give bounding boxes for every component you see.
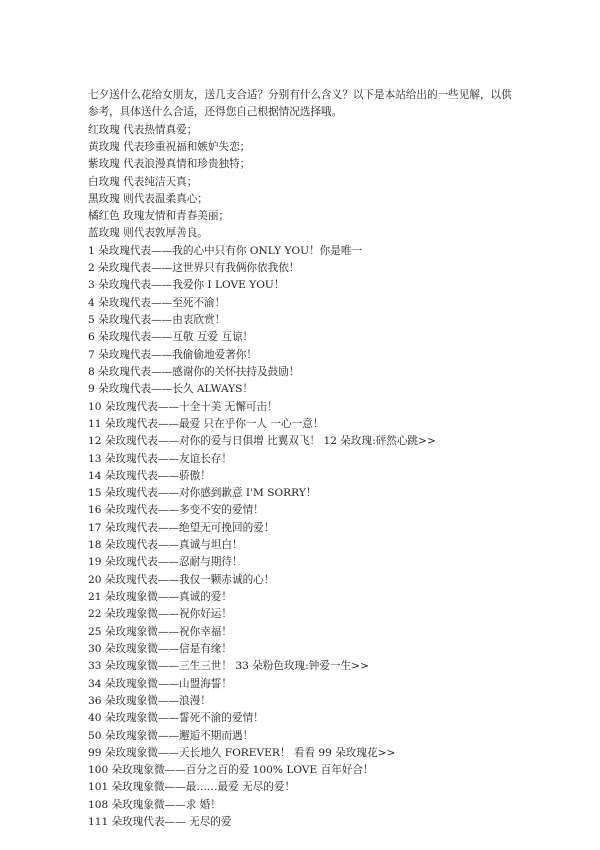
count-meaning-line: 101 朵玫瑰象微——最……最爱 无尽的爱！ [88, 781, 296, 794]
color-meaning-line: 橘红色 玫瑰友情和青春美丽； [88, 210, 230, 223]
count-meaning-line: 11 朵玫瑰代表——最爱 只在乎你一人 一心一意！ [88, 417, 324, 430]
color-meaning-line: 黄玫瑰 代表珍重祝福和嫉妒失恋； [88, 140, 251, 153]
count-meaning-line: 18 朵玫瑰代表——真诚与坦白！ [88, 539, 243, 552]
intro-paragraph: 七夕送什么花给女朋友，送几支合适？分别有什么含义？以下是本站给出的一些见解，以供参考，具体送什么合适，还得您自己根据情况选择哦。 [88, 89, 512, 119]
count-meaning-line: 17 朵玫瑰代表——绝望无可挽回的爱！ [88, 521, 275, 534]
count-meaning-line: 7 朵玫瑰代表——我偷偷地爱著你！ [88, 348, 258, 361]
count-meaning-line: 30 朵玫瑰象微——信是有缘！ [88, 642, 232, 655]
color-meaning-line: 紫玫瑰 代表浪漫真情和珍贵独特； [88, 158, 251, 171]
count-meaning-line: 13 朵玫瑰代表——友谊长存！ [88, 452, 232, 465]
count-meaning-line: 15 朵玫瑰代表——对你感到歉意 I'M SORRY！ [88, 487, 317, 500]
count-meaning-line: 16 朵玫瑰代表——多变不安的爱情！ [88, 504, 264, 517]
count-meaning-line: 1 朵玫瑰代表——我的心中只有你 ONLY YOU！你是唯一 [88, 244, 363, 257]
count-meaning-line: 33 朵玫瑰象微——三生三世！ 33 朵粉色玫瑰:钟爱一生>> [88, 660, 369, 673]
count-meaning-line: 111 朵玫瑰代表—— 无尽的爱 [88, 816, 232, 829]
color-meaning-line: 蓝玫瑰 则代表敦厚善良。 [88, 227, 208, 240]
count-meaning-line: 4 朵玫瑰代表——至死不渝！ [88, 296, 226, 309]
color-meaning-line: 白玫瑰 代表纯洁天真； [88, 175, 198, 188]
count-meaning-line: 108 朵玫瑰象微——求 婚！ [88, 798, 221, 811]
count-meaning-line: 50 朵玫瑰象微——邂逅不期而遇！ [88, 729, 254, 742]
count-meaning-line: 8 朵玫瑰代表——感谢你的关怀扶持及鼓励！ [88, 365, 300, 378]
count-meaning-line: 14 朵玫瑰代表——骄傲！ [88, 469, 211, 482]
count-meaning-line: 5 朵玫瑰代表——由衷欣赏！ [88, 314, 226, 327]
color-meaning-list [88, 122, 520, 243]
count-meaning-line: 99 朵玫瑰象微——天长地久 FOREVER！ 看看 99 朵玫瑰花>> [88, 746, 396, 759]
count-meaning-line: 3 朵玫瑰代表——我爱你 I LOVE YOU！ [88, 279, 285, 292]
count-meaning-line: 20 朵玫瑰代表——我仅一颗赤诚的心！ [88, 573, 275, 586]
count-meaning-line: 100 朵玫瑰象微——百分之百的爱 100% LOVE 百年好合！ [88, 764, 374, 777]
count-meaning-line: 40 朵玫瑰象微——誓死不渝的爱情！ [88, 712, 264, 725]
count-meaning-line: 10 朵玫瑰代表——十全十美 无懈可击！ [88, 400, 278, 413]
count-meaning-line: 34 朵玫瑰象微——山盟海誓！ [88, 677, 232, 690]
document-page [88, 87, 520, 831]
count-meaning-line: 19 朵玫瑰代表——忍耐与期待！ [88, 556, 243, 569]
count-meaning-line: 21 朵玫瑰象微——真诚的爱！ [88, 591, 232, 604]
count-meaning-line: 9 朵玫瑰代表——长久 ALWAYS！ [88, 383, 254, 396]
count-meaning-line: 25 朵玫瑰象微——祝你幸福！ [88, 625, 232, 638]
count-meaning-line: 2 朵玫瑰代表——这世界只有我俩你依我依！ [88, 262, 300, 275]
count-meaning-line: 6 朵玫瑰代表——互敬 互爱 互谅！ [88, 331, 254, 344]
count-meaning-list [88, 243, 520, 832]
color-meaning-line: 红玫瑰 代表热情真爱； [88, 123, 198, 136]
count-meaning-line: 22 朵玫瑰象微——祝你好运！ [88, 608, 232, 621]
color-meaning-line: 黑玫瑰 则代表温柔真心； [88, 192, 208, 205]
count-meaning-line: 36 朵玫瑰象微——浪漫！ [88, 694, 211, 707]
count-meaning-line: 12 朵玫瑰代表——对你的爱与日俱增 比翼双飞！ 12 朵玫瑰:砰然心跳>> [88, 435, 436, 448]
